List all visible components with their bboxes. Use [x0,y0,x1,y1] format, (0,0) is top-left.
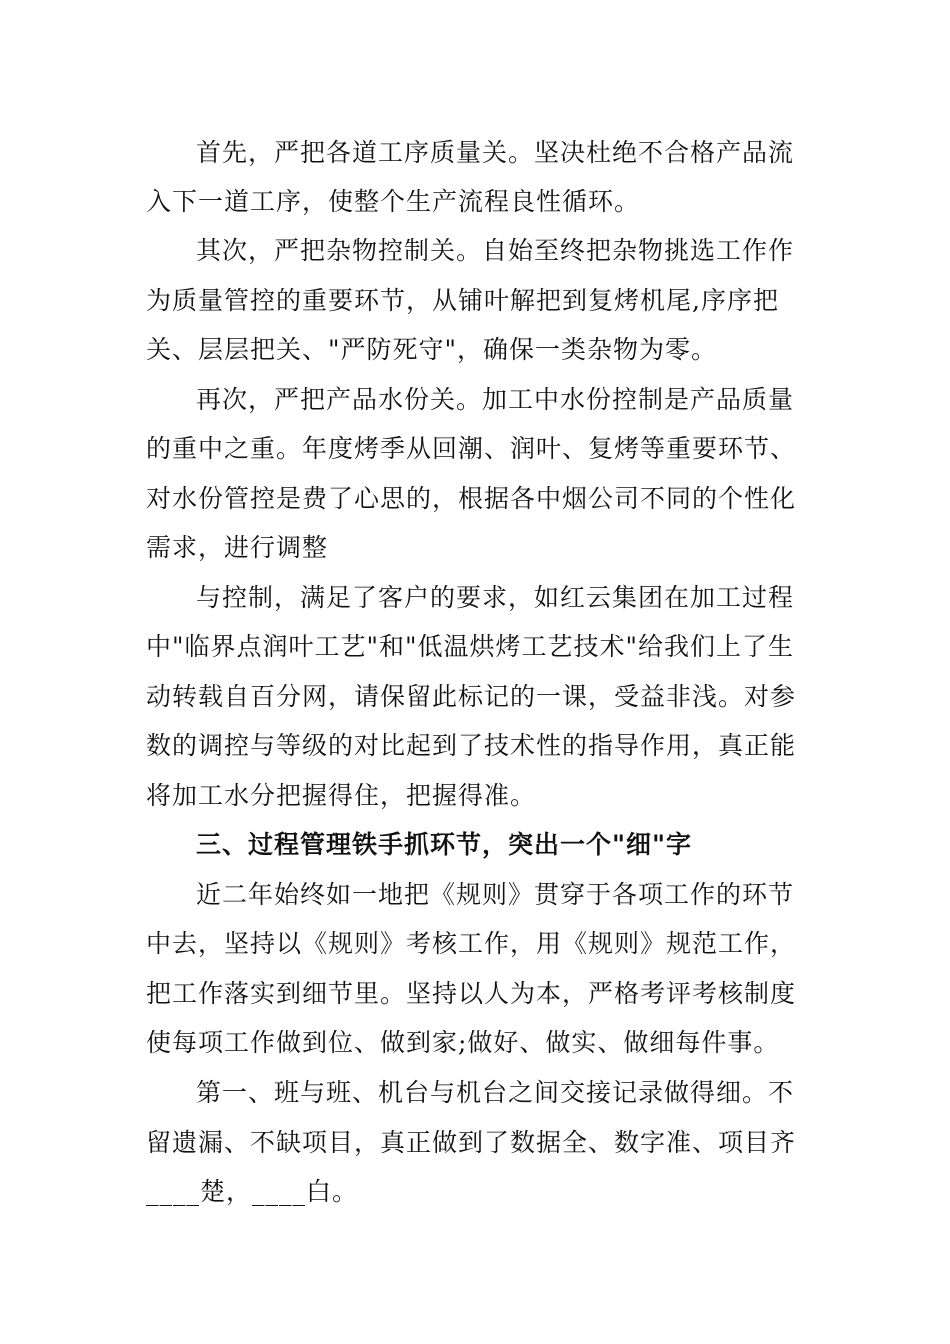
paragraph-line: 第一、班与班、机台与机台之间交接记录做得细。不 [196,1078,795,1107]
paragraph-line: 需求，进行调整 [146,533,329,562]
paragraph-line: 数的调控与等级的对比起到了技术性的指导作用，真正能 [146,731,797,760]
paragraph-line: 关、层层把关、"严防死守"，确保一类杂物为零。 [146,335,717,364]
paragraph-line: 对水份管控是费了心思的，根据各中烟公司不同的个性化 [146,484,797,513]
paragraph-line: 留遗漏、不缺项目，真正做到了数据全、数字准、项目齐 [146,1128,797,1157]
paragraph-line: 其次，严把杂物控制关。自始至终把杂物挑选工作作 [196,236,795,265]
paragraph-line: 将加工水分把握得住，把握得准。 [146,781,537,810]
paragraph-line: 为质量管控的重要环节，从铺叶解把到复烤机尾,序序把 [146,286,779,315]
paragraph-line: ____楚，____白。 [146,1177,359,1206]
paragraph-line: 首先，严把各道工序质量关。坚决杜绝不合格产品流 [196,138,795,167]
paragraph-line: 入下一道工序，使整个生产流程良性循环。 [146,187,641,216]
paragraph-line: 中去，坚持以《规则》考核工作，用《规则》规范工作， [146,929,797,958]
paragraph-line: 再次，严把产品水份关。加工中水份控制是产品质量 [196,385,795,414]
paragraph-line: 把工作落实到细节里。坚持以人为本，严格考评考核制度 [146,979,797,1008]
paragraph-line: 与控制，满足了客户的要求，如红云集团在加工过程 [196,583,795,612]
section-heading: 三、过程管理铁手抓环节，突出一个"细"字 [196,830,693,859]
paragraph-line: 使每项工作做到位、做到家;做好、做实、做细每件事。 [146,1028,780,1057]
paragraph-line: 的重中之重。年度烤季从回潮、润叶、复烤等重要环节、 [146,434,797,463]
paragraph-line: 近二年始终如一地把《规则》贯穿于各项工作的环节 [196,880,795,909]
paragraph-line: 动转载自百分网，请保留此标记的一课，受益非浅。对参 [146,682,797,711]
paragraph-line: 中"临界点润叶工艺"和"低温烘烤工艺技术"给我们上了生 [146,632,794,661]
